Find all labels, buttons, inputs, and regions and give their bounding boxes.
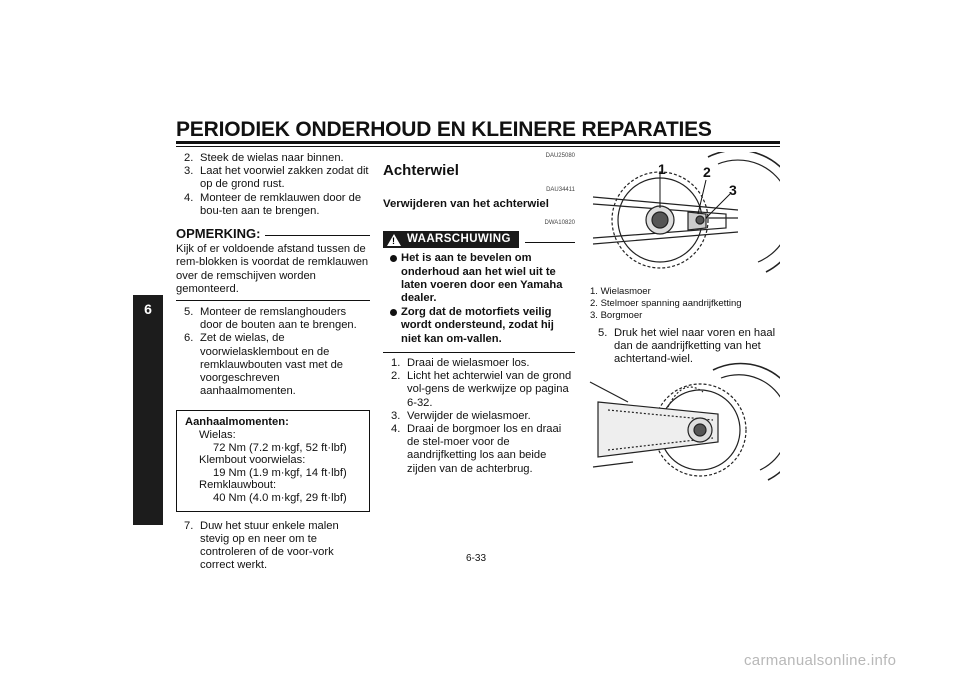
list-item: 5. Druk het wiel naar voren en haal dan de aandrijfketting van het achtertand-wiel. (598, 327, 776, 366)
callout-3: 3 (729, 182, 737, 198)
header-rule (176, 141, 780, 144)
section-heading: Achterwiel (383, 162, 459, 180)
torque-value: 40 Nm (4.0 m·kgf, 29 ft·lbf) (213, 492, 347, 505)
ref-code: DAU34411 (546, 187, 575, 194)
bullet-icon (390, 309, 397, 316)
rear-axle-illustration (588, 152, 780, 282)
torque-title: Aanhaalmomenten: (185, 416, 289, 429)
torque-label: Wielas: (199, 429, 236, 442)
list-item: 3. Verwijder de wielasmoer. (391, 409, 531, 422)
torque-value: 72 Nm (7.2 m·kgf, 52 ft·lbf) (213, 441, 347, 454)
ref-code: DAU25080 (545, 153, 575, 159)
steps-c (176, 520, 370, 573)
warning-triangle-icon: ! (387, 234, 401, 246)
torque-box (176, 410, 370, 511)
ref-code: DWA10820 (544, 219, 575, 226)
page-title: PERIODIEK ONDERHOUD EN KLEINERE REPARATIES (176, 118, 712, 141)
chain-removal-illustration (588, 362, 780, 492)
warning-bullets (383, 252, 575, 346)
torque-value: 19 Nm (1.9 m·kgf, 14 ft·lbf) (213, 466, 347, 479)
note-heading: OPMERKING: (176, 227, 370, 240)
note-rule (176, 300, 370, 301)
callout-1: 1 (658, 161, 666, 177)
list-item: 7. Duw het stuur enkele malen stevig op en neer om te controleren of de voor-vork correct werkt. (184, 519, 339, 572)
list-item: 2. Steek de wielas naar binnen. (184, 152, 344, 164)
steps-a (176, 152, 370, 218)
page-number: 6-33 (466, 553, 487, 564)
warning-label: ! WAARSCHUWING (383, 231, 519, 248)
middle-column (383, 150, 575, 476)
caption-item: 3. Borgmoer (590, 310, 643, 321)
steps-b (176, 306, 370, 398)
callout-2: 2 (703, 164, 711, 180)
warning-rule (383, 352, 575, 353)
left-column (176, 152, 370, 572)
steps (383, 357, 575, 476)
list-item: 2. Licht het achterwiel van de grond vol-gens de werkwijze op pagina 6-32. (391, 370, 572, 409)
list-item: Het is aan te bevelen om onderhoud aan het wiel uit te laten voeren door een Yamaha dealer. (383, 252, 575, 306)
list-item: 5. Monteer de remslanghouders door de bouten aan te brengen. (184, 306, 357, 332)
right-steps (590, 327, 782, 367)
torque-label: Klembout voorwielas: (199, 454, 306, 467)
chapter-tab (133, 295, 163, 525)
list-item: 3. Laat het voorwiel zakken zodat dit op de grond rust. (184, 165, 369, 191)
caption-item: 1. Wielasmoer (590, 286, 651, 297)
list-item: 6. Zet de wielas, de voorwielasklembout en de remklauwbouten vast met de voorgeschreven aanhaalmomenten. (184, 332, 344, 398)
chapter-number: 6 (144, 301, 152, 317)
torque-label: Remklauwbout: (199, 479, 277, 492)
note-text: Kijk of er voldoende afstand tussen de rem-blokken is voordat de remklauwen over de remschijven worden gemonteerd. (176, 243, 369, 295)
list-item: 4. Monteer de remklauwen door de bou-ten aan te brengen. (184, 191, 362, 217)
list-item: 4. Draai de borgmoer los en draai de stel-moer voor de aandrijfketting los aan beide zijden van de achterbrug. (391, 423, 562, 475)
header-rule-thin (176, 146, 780, 147)
warning-header (383, 231, 575, 248)
list-item: 1. Draai de wielasmoer los. (391, 357, 530, 370)
list-item: Zorg dat de motorfiets veilig wordt ondersteund, zodat hij niet kan om-vallen. (383, 306, 575, 346)
bullet-icon (390, 255, 397, 262)
watermark: carmanualsonline.info (744, 652, 897, 669)
subsection-heading: Verwijderen van het achterwiel (383, 197, 549, 210)
figure-captions (590, 286, 780, 322)
caption-item: 2. Stelmoer spanning aandrijfketting (590, 298, 742, 309)
